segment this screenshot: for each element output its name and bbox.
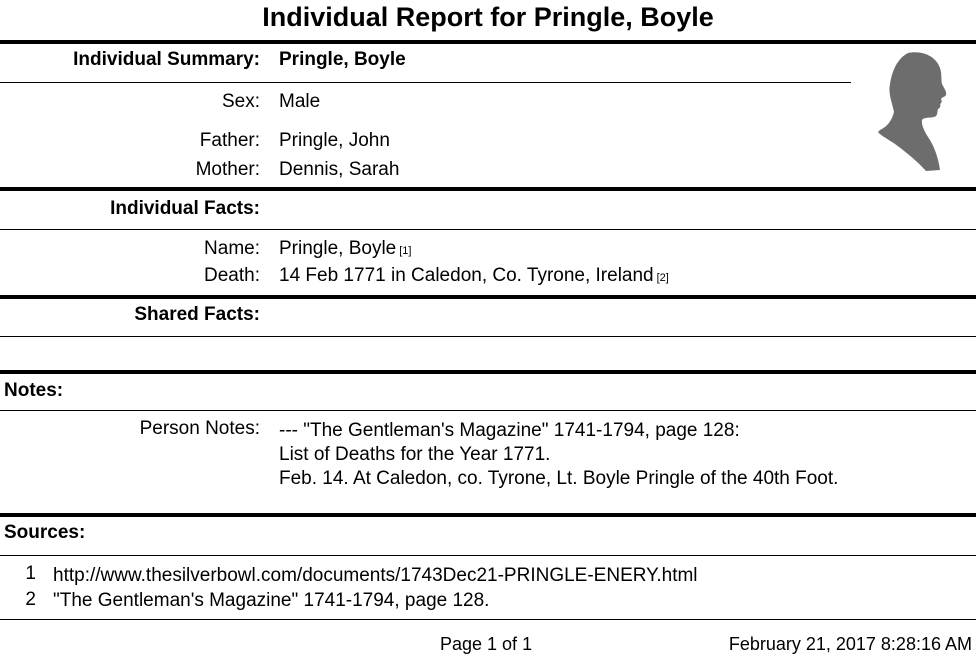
death-fact-value: 14 Feb 1771 in Caledon, Co. Tyrone, Ireland [279,265,654,286]
footer-divider [0,619,976,620]
sources-heading: Sources: [4,522,86,543]
person-notes-label: Person Notes: [139,418,260,439]
source-citation-link[interactable]: [1] [399,245,412,257]
section-divider [0,187,976,191]
section-divider [0,295,976,299]
note-line: --- "The Gentleman's Magazine" 1741-1794, page 128: [279,420,740,441]
print-timestamp: February 21, 2017 8:28:16 AM [728,634,972,654]
section-divider [0,40,976,44]
sources-divider [0,555,976,556]
father-label: Father: [199,130,260,151]
section-divider [0,513,976,517]
death-label: Death: [204,265,260,286]
shared-divider [0,336,976,337]
shared-facts-label: Shared Facts: [134,304,260,325]
notes-divider [0,410,976,411]
individual-facts-label: Individual Facts: [110,198,260,219]
report-title: Individual Report for Pringle, Boyle [262,2,714,32]
source-number: 2 [25,589,36,610]
source-entry[interactable]: http://www.thesilverbowl.com/documents/1743Dec21-PRINGLE-ENERY.html [53,565,698,586]
father-value: Pringle, John [279,130,390,151]
source-citation-link[interactable]: [2] [656,272,669,284]
individual-name: Pringle, Boyle [279,49,406,70]
summary-divider [0,82,851,83]
section-divider [0,370,976,374]
mother-value: Dennis, Sarah [279,159,400,180]
page-number: Page 1 of 1 [440,634,533,654]
note-line: Feb. 14. At Caledon, co. Tyrone, Lt. Boyle Pringle of the 40th Foot. [279,468,839,489]
death-fact [279,265,669,287]
note-line: List of Deaths for the Year 1771. [279,444,551,465]
name-fact-value: Pringle, Boyle [279,238,397,259]
source-number: 1 [25,563,36,584]
individual-summary-label: Individual Summary: [73,49,260,70]
name-fact [279,238,411,260]
sex-value: Male [279,91,321,112]
mother-label: Mother: [195,159,260,180]
person-silhouette-icon [878,50,948,172]
source-entry: "The Gentleman's Magazine" 1741-1794, page 128. [53,590,490,611]
notes-heading: Notes: [4,380,64,401]
sex-label: Sex: [221,91,260,112]
name-label: Name: [204,238,260,259]
facts-divider [0,229,976,230]
